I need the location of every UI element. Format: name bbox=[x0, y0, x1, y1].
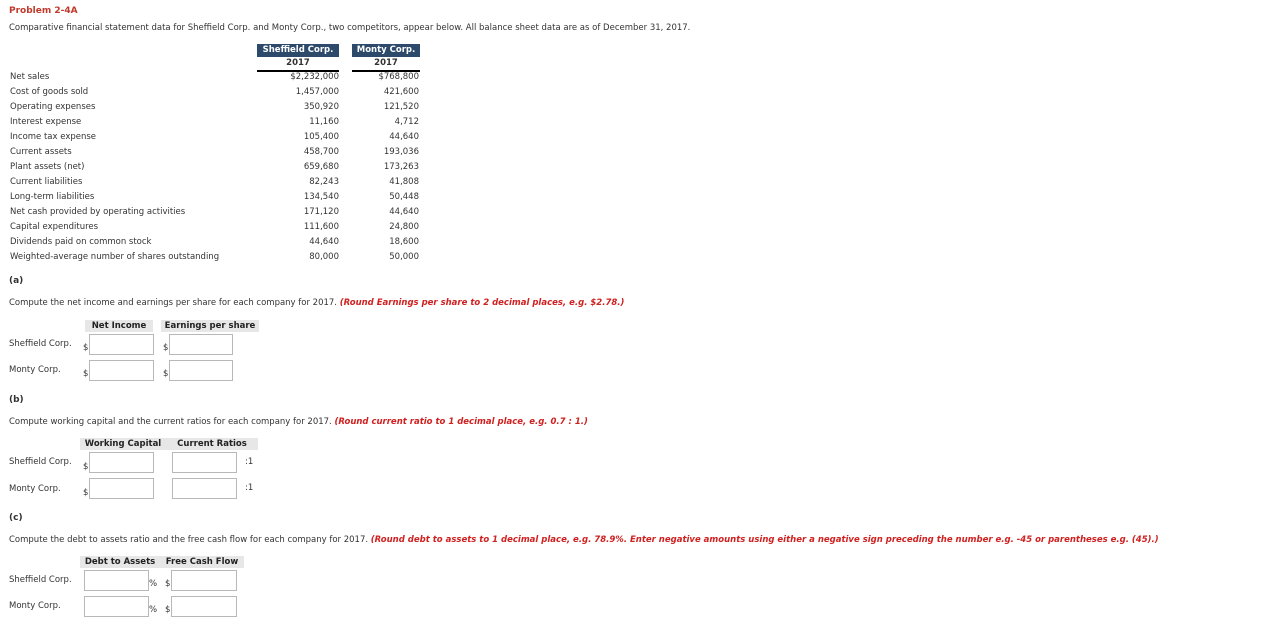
ratio-suffix: :1 bbox=[245, 483, 254, 493]
monty-free-cash-flow-input[interactable] bbox=[171, 596, 237, 617]
table-row-label: Operating expenses bbox=[10, 102, 96, 112]
sheffield-working-capital-input[interactable] bbox=[89, 452, 154, 473]
part-a-note: (Round Earnings per share to 2 decimal places, e.g. $2.78.) bbox=[339, 298, 625, 308]
part-c-row-sheffield: Sheffield Corp. bbox=[9, 575, 72, 585]
table-cell-company-b: 421,600 bbox=[383, 87, 419, 97]
table-cell-company-a: 350,920 bbox=[303, 102, 339, 112]
monty-working-capital-input[interactable] bbox=[89, 478, 154, 499]
part-b-heading: (b) bbox=[9, 395, 24, 405]
currency-symbol: $ bbox=[83, 462, 89, 472]
part-b-row-monty: Monty Corp. bbox=[9, 484, 61, 494]
sheffield-free-cash-flow-input[interactable] bbox=[171, 570, 237, 591]
monty-eps-input[interactable] bbox=[169, 360, 233, 381]
table-cell-company-b: 18,600 bbox=[389, 237, 419, 247]
part-b-question bbox=[9, 417, 588, 427]
table-cell-company-a: 111,600 bbox=[303, 222, 339, 232]
percent-symbol: % bbox=[149, 579, 158, 589]
company-a-header: Sheffield Corp. bbox=[257, 44, 339, 57]
table-cell-company-a: 11,160 bbox=[309, 117, 339, 127]
table-row-label: Net cash provided by operating activities bbox=[10, 207, 186, 217]
year-b-header: 2017 bbox=[352, 57, 420, 72]
currency-symbol: $ bbox=[83, 369, 89, 379]
table-cell-company-b: 121,520 bbox=[383, 102, 419, 112]
table-row-label: Current assets bbox=[10, 147, 72, 157]
part-c-heading: (c) bbox=[9, 513, 23, 523]
table-cell-company-b: 4,712 bbox=[394, 117, 419, 127]
monty-debt-to-assets-input[interactable] bbox=[84, 596, 149, 617]
table-row-label: Current liabilities bbox=[10, 177, 83, 187]
part-b-note: (Round current ratio to 1 decimal place, e.g. 0.7 : 1.) bbox=[334, 417, 588, 427]
table-cell-company-a: $2,232,000 bbox=[290, 72, 339, 82]
sheffield-debt-to-assets-input[interactable] bbox=[84, 570, 149, 591]
table-row-label: Capital expenditures bbox=[10, 222, 99, 232]
part-a-col-net-income: Net Income bbox=[85, 320, 153, 332]
currency-symbol: $ bbox=[83, 343, 89, 353]
table-row-label: Long-term liabilities bbox=[10, 192, 95, 202]
table-cell-company-b: 24,800 bbox=[389, 222, 419, 232]
table-cell-company-b: 41,808 bbox=[389, 177, 419, 187]
sheffield-net-income-input[interactable] bbox=[89, 334, 154, 355]
part-b-col-current-ratios: Current Ratios bbox=[166, 438, 258, 450]
company-b-header: Monty Corp. bbox=[352, 44, 420, 57]
table-cell-company-a: 134,540 bbox=[303, 192, 339, 202]
part-a-row-monty: Monty Corp. bbox=[9, 365, 61, 375]
table-cell-company-b: 173,263 bbox=[383, 162, 419, 172]
table-cell-company-b: 44,640 bbox=[389, 132, 419, 142]
table-row-label: Income tax expense bbox=[10, 132, 97, 142]
table-cell-company-a: 105,400 bbox=[303, 132, 339, 142]
part-c-row-monty: Monty Corp. bbox=[9, 601, 61, 611]
part-a-col-eps: Earnings per share bbox=[161, 320, 259, 332]
part-c-note: (Round debt to assets to 1 decimal place, e.g. 78.9%. Enter negative amounts using either a negative sign preceding the number e.g. -45 or parentheses e.g. (45).) bbox=[370, 535, 1159, 545]
table-cell-company-b: 50,000 bbox=[389, 252, 419, 262]
monty-current-ratio-input[interactable] bbox=[172, 478, 237, 499]
table-cell-company-a: 82,243 bbox=[309, 177, 339, 187]
table-cell-company-b: 44,640 bbox=[389, 207, 419, 217]
problem-title: Problem 2-4A bbox=[9, 6, 78, 16]
table-row-label: Net sales bbox=[10, 72, 50, 82]
currency-symbol: $ bbox=[83, 488, 89, 498]
part-c-col-free-cash-flow: Free Cash Flow bbox=[160, 556, 244, 568]
percent-symbol: % bbox=[149, 605, 158, 615]
ratio-suffix: :1 bbox=[245, 457, 254, 467]
table-row-label: Interest expense bbox=[10, 117, 82, 127]
table-cell-company-b: 193,036 bbox=[383, 147, 419, 157]
table-cell-company-a: 1,457,000 bbox=[295, 87, 339, 97]
part-a-heading: (a) bbox=[9, 276, 24, 286]
part-c-question bbox=[9, 535, 1159, 545]
currency-symbol: $ bbox=[163, 369, 169, 379]
table-cell-company-a: 171,120 bbox=[303, 207, 339, 217]
year-a-header: 2017 bbox=[257, 57, 339, 72]
table-row-label: Dividends paid on common stock bbox=[10, 237, 152, 247]
part-b-col-working-capital: Working Capital bbox=[80, 438, 166, 450]
problem-intro: Comparative financial statement data for Sheffield Corp. and Monty Corp., two competitors, appear below. All balance sheet data are as of December 31, 2017. bbox=[9, 23, 691, 33]
table-cell-company-b: $768,800 bbox=[378, 72, 419, 82]
sheffield-current-ratio-input[interactable] bbox=[172, 452, 237, 473]
currency-symbol: $ bbox=[165, 579, 171, 589]
table-row-label: Weighted-average number of shares outstanding bbox=[10, 252, 220, 262]
part-a-question-text: Compute the net income and earnings per share for each company for 2017. bbox=[9, 298, 338, 308]
monty-net-income-input[interactable] bbox=[89, 360, 154, 381]
part-b-question-text: Compute working capital and the current ratios for each company for 2017. bbox=[9, 417, 332, 427]
table-row-label: Plant assets (net) bbox=[10, 162, 85, 172]
table-row-label: Cost of goods sold bbox=[10, 87, 89, 97]
sheffield-eps-input[interactable] bbox=[169, 334, 233, 355]
part-a-row-sheffield: Sheffield Corp. bbox=[9, 339, 72, 349]
table-cell-company-a: 80,000 bbox=[309, 252, 339, 262]
part-b-row-sheffield: Sheffield Corp. bbox=[9, 457, 72, 467]
table-cell-company-a: 659,680 bbox=[303, 162, 339, 172]
part-c-question-text: Compute the debt to assets ratio and the free cash flow for each company for 2017. bbox=[9, 535, 369, 545]
currency-symbol: $ bbox=[165, 605, 171, 615]
part-c-col-debt-to-assets: Debt to Assets bbox=[80, 556, 160, 568]
part-a-question bbox=[9, 298, 624, 308]
table-cell-company-b: 50,448 bbox=[389, 192, 419, 202]
table-cell-company-a: 458,700 bbox=[303, 147, 339, 157]
table-cell-company-a: 44,640 bbox=[309, 237, 339, 247]
currency-symbol: $ bbox=[163, 343, 169, 353]
